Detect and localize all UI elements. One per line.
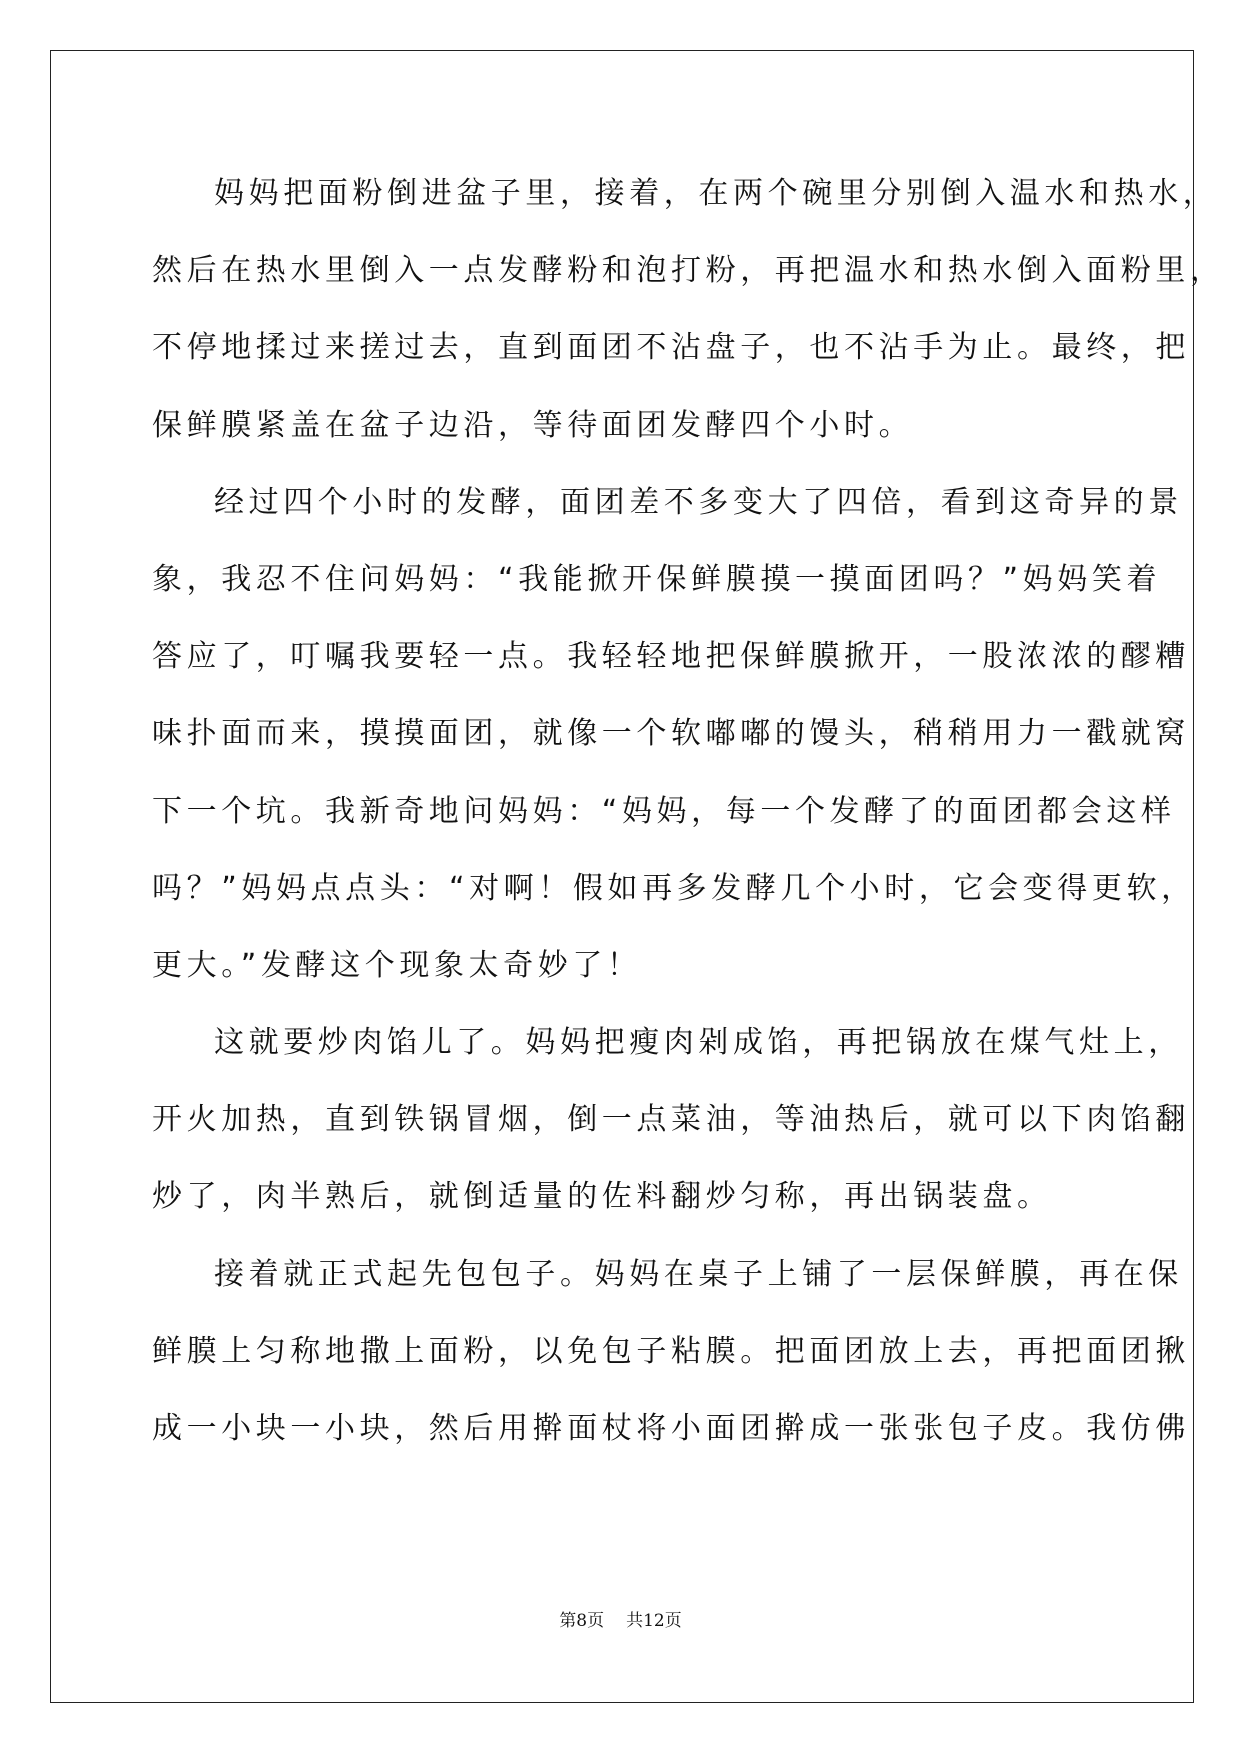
- text-line: 更大。”发酵这个现象太奇妙了！: [152, 947, 642, 983]
- text-line: 接着就正式起先包包子。妈妈在桌子上铺了一层保鲜膜，再在保: [214, 1256, 1183, 1292]
- text-line: 经过四个小时的发酵，面团差不多变大了四倍，看到这奇异的景: [214, 484, 1183, 520]
- page-number: 第8页: [559, 1611, 605, 1631]
- text-line: 吗？”妈妈点点头：“对啊！假如再多发酵几个小时，它会变得更软，: [152, 870, 1196, 906]
- text-line: 答应了，叮嘱我要轻一点。我轻轻地把保鲜膜掀开，一股浓浓的醪糟: [152, 639, 1190, 675]
- text-line: 这就要炒肉馅儿了。妈妈把瘦肉剁成馅，再把锅放在煤气灶上，: [214, 1025, 1183, 1061]
- text-line: 味扑面而来，摸摸面团，就像一个软嘟嘟的馒头，稍稍用力一戳就窝: [152, 716, 1190, 752]
- text-line: 下一个坑。我新奇地问妈妈：“妈妈，每一个发酵了的面团都会这样: [152, 793, 1176, 829]
- text-line: 然后在热水里倒入一点发酵粉和泡打粉，再把温水和热水倒入面粉里，: [152, 253, 1225, 289]
- text-line: 妈妈把面粉倒进盆子里，接着，在两个碗里分别倒入温水和热水，: [214, 176, 1218, 211]
- text-line: 炒了，肉半熟后，就倒适量的佐料翻炒匀称，再出锅装盘。: [152, 1179, 1052, 1215]
- text-line: 成一小块一小块，然后用擀面杖将小面团擀成一张张包子皮。我仿佛: [152, 1411, 1190, 1446]
- text-line: 鲜膜上匀称地撒上面粉，以免包子粘膜。把面团放上去，再把面团揪: [152, 1333, 1190, 1369]
- text-line: 象，我忍不住问妈妈：“我能掀开保鲜膜摸一摸面团吗？”妈妈笑着: [152, 561, 1162, 597]
- text-line: 开火加热，直到铁锅冒烟，倒一点菜油，等油热后，就可以下肉馅翻: [152, 1102, 1190, 1138]
- page-footer: [0, 1606, 1241, 1631]
- body-text: [152, 164, 1225, 1476]
- page-total: 共12页: [626, 1611, 682, 1631]
- text-line: 保鲜膜紧盖在盆子边沿，等待面团发酵四个小时。: [152, 407, 914, 443]
- text-line: 不停地揉过来搓过去，直到面团不沾盘子，也不沾手为止。最终，把: [152, 330, 1190, 366]
